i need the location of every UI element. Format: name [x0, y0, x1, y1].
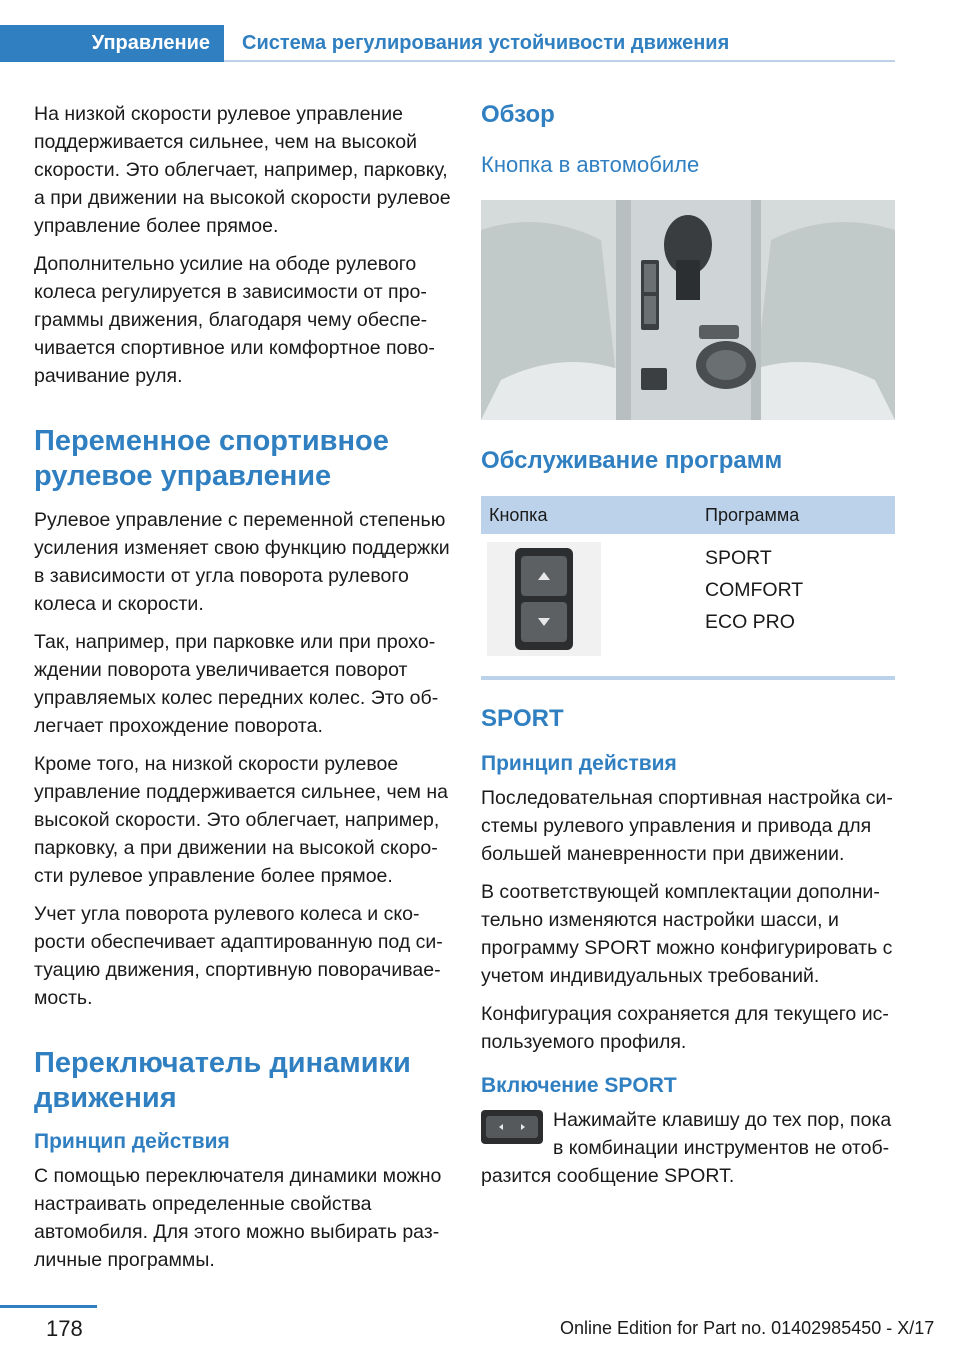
paragraph: Учет угла поворота рулевого колеса и скорости обеспечивает адаптированную под ситуацию движения, спортивную поворачиваемость. [34, 903, 443, 1009]
center-console-illustration [481, 200, 895, 420]
paragraph: Рулевое управление с переменной степенью усиления изменяет свою функцию поддержки в зависимости от угла поворота рулевого колеса и скорости. [34, 509, 450, 615]
paragraph: Так, например, при парковке или при прохождении поворота увеличивается поворот управляемых колес передних колес. Это облегчает прохождение поворота. [34, 631, 439, 737]
left-column [34, 100, 454, 1284]
heading-overview: Обзор [481, 101, 555, 128]
table-row [481, 534, 895, 666]
paragraph: Кроме того, на низкой скорости рулевое управление поддерживается сильнее, чем на высокой скорости. Это облегчает, например, парковку, а при движении на высокой скорости рулевое управление более прямое. [34, 753, 448, 887]
table-header-button: Кнопка [481, 496, 697, 534]
programs-table [481, 496, 895, 666]
heading-principle: Принцип действия [481, 752, 677, 775]
table-header-row [481, 496, 895, 534]
paragraph: С помощью переключателя динамики можно настраивать определенные свойства автомобиля. Для этого можно выбирать различные программы. [34, 1165, 442, 1271]
up-down-switch-icon [487, 542, 601, 656]
enable-sport-block [481, 1106, 895, 1190]
center-console-photo [481, 200, 895, 420]
paragraph: Нажимайте клавишу до тех пор, пока в комбинации инструментов не отобразится сообщение SPORT. [481, 1109, 892, 1187]
table-cell-programs [697, 534, 895, 666]
paragraph: Дополнительно усилие на ободе рулевого колеса регулируется в зависимости от программы движения, благодаря чему обеспечивается спортивное или комфортное поворачивание руля. [34, 253, 435, 387]
paragraph: Конфигурация сохраняется для текущего используемого профиля. [481, 1003, 889, 1053]
heading-button-in-car: Кнопка в автомобиле [481, 152, 700, 177]
program-eco-pro: ECO PRO [705, 611, 795, 633]
program-switch-image [487, 542, 601, 656]
heading-principle: Принцип действия [34, 1130, 230, 1153]
paragraph: В соответствующей комплектации дополнительно изменяются настройки шасси, и программу SPORT можно конфигурировать с учетом индивидуальных требований. [481, 881, 893, 987]
table-cell-button [481, 534, 697, 666]
header-divider [224, 60, 895, 62]
heading-enable-sport: Включение SPORT [481, 1074, 677, 1097]
heading-programs: Обслуживание программ [481, 447, 783, 474]
heading-sport: SPORT [481, 705, 564, 732]
paragraph: Последовательная спортивная настройка системы рулевого управления и привода для большей маневренности при движении. [481, 787, 893, 865]
section-tab[interactable]: Управление [0, 25, 224, 61]
paragraph: На низкой скорости рулевое управление поддерживается сильнее, чем на высокой скорости. Это облегчает, например, парковку, а при движении на высокой скорости рулевое управление более прямое. [34, 103, 451, 237]
header-divider-active [0, 60, 224, 62]
footer-divider [0, 1305, 97, 1308]
heading-variable-steering: Переменное спортивное рулевое управление [34, 425, 389, 492]
edition-text: Online Edition for Part no. 01402985450 - X/17 [560, 1318, 935, 1338]
page-number: 178 [46, 1316, 83, 1341]
chapter-title[interactable]: Система регулирования устойчивости движения [242, 31, 730, 54]
sport-button-icon [481, 1110, 543, 1144]
right-column [481, 100, 895, 1200]
program-comfort: COMFORT [705, 579, 804, 601]
page-header [0, 0, 960, 62]
table-header-program: Программа [697, 496, 895, 534]
table-bottom-rule [481, 676, 895, 680]
heading-driving-dynamics-switch: Переключатель динамики движения [34, 1047, 411, 1114]
program-sport: SPORT [705, 547, 772, 569]
